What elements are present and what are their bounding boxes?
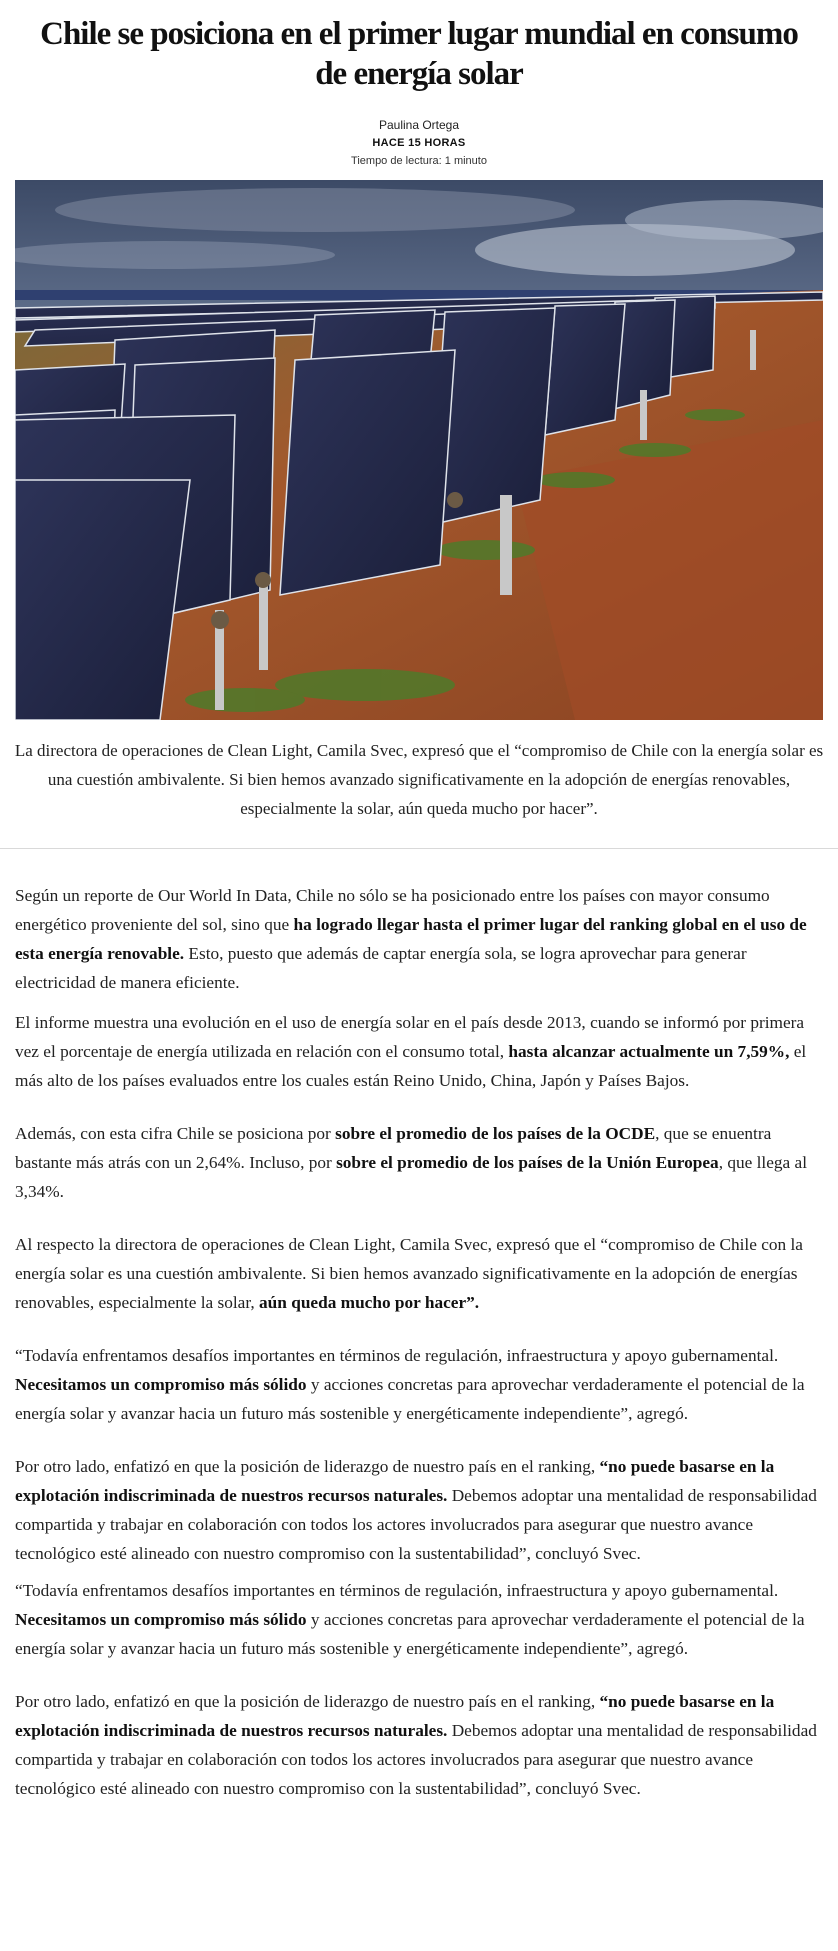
author-name[interactable]: Paulina Ortega (378, 118, 460, 132)
bold-text: Necesitamos un compromiso más sólido (15, 1375, 307, 1394)
body-text: “Todavía enfrentamos desafíos importantes en términos de regulación, infraestructura y apoyo gubernamental. (15, 1346, 779, 1365)
paragraph (15, 1230, 823, 1317)
photo-caption: La directora de operaciones de Clean Light, Camila Svec, expresó que el “compromiso de Chile con la energía solar es una cuestión ambivalente. Si bien hemos avanzado significativamente en la adopción de energías renovables, especialmente la solar, aún queda mucho por hacer”. (14, 741, 824, 818)
bold-text: ha logrado llegar hasta el primer lugar del ranking global en el uso de esta energía renovable. (15, 915, 807, 963)
reading-time: Tiempo de lectura: 1 minuto (351, 155, 487, 167)
paragraph (15, 1341, 823, 1428)
section-divider (0, 848, 838, 849)
body-text: y acciones concretas para aprovechar verdaderamente el potencial de la energía solar y avanzar hacia un futuro más sostenible y energéticamente independiente”, agregó. (15, 1610, 805, 1658)
body-text: Además, con esta cifra Chile se posiciona por (15, 1124, 336, 1143)
headline: Chile se posiciona en el primer lugar mundial en consumo de energía solar (40, 16, 798, 92)
bold-text: aún queda mucho por hacer”. (259, 1293, 480, 1312)
publish-time: HACE 15 HORAS (372, 137, 466, 149)
bold-text: Necesitamos un compromiso más sólido (15, 1610, 307, 1629)
bold-text: sobre el promedio de los países de la OCDE (335, 1124, 656, 1143)
body-text: y acciones concretas para aprovechar verdaderamente el potencial de la energía solar y avanzar hacia un futuro más sostenible y energéticamente independiente”, agregó. (15, 1375, 805, 1423)
body-text: , que llega al 3,34%. (15, 1153, 807, 1201)
bold-text: sobre el promedio de los países de la Unión Europea (336, 1153, 719, 1172)
article-header (0, 0, 838, 170)
bold-text: “no puede basarse en la explotación indiscriminada de nuestros recursos naturales. (15, 1692, 775, 1740)
body-text: El informe muestra una evolución en el uso de energía solar en el país desde 2013, cuando se informó por primera vez el porcentaje de energía utilizada en relación con el consumo total, (15, 1013, 805, 1061)
body-text: Debemos adoptar una mentalidad de responsabilidad compartida y trabajar en colaboración con todos los actores involucrados para asegurar que nuestro avance tecnológico esté alineado con nuestro compromiso con la sustentabilidad”, concluyó Svec. (15, 1721, 817, 1798)
body-text: Según un reporte de Our World In Data, Chile no sólo se ha posicionado entre los países con mayor consumo energético proveniente del sol, sino que (15, 886, 770, 934)
article-body (0, 881, 838, 1803)
paragraph (15, 881, 823, 997)
solar-panels-photo (15, 180, 823, 720)
article-meta (0, 116, 838, 170)
body-text: Esto, puesto que además de captar energía sola, se logra aprovechar para generar electricidad de manera eficiente. (15, 944, 747, 992)
paragraph (15, 1452, 823, 1568)
body-text: , que se enuentra bastante más atrás con un 2,64%. Incluso, por (15, 1124, 772, 1172)
bold-text: “no puede basarse en la explotación indiscriminada de nuestros recursos naturales. (15, 1457, 775, 1505)
body-text: “Todavía enfrentamos desafíos importantes en términos de regulación, infraestructura y apoyo gubernamental. (15, 1581, 779, 1600)
body-text: Al respecto la directora de operaciones de Clean Light, Camila Svec, expresó que el “compromiso de Chile con la energía solar es una cuestión ambivalente. Si bien hemos avanzado significativamente en la adopción de energías renovables, especialmente la solar, (15, 1235, 803, 1312)
body-text: Por otro lado, enfatizó en que la posición de liderazgo de nuestro país en el ranking, (15, 1692, 600, 1711)
bold-text: hasta alcanzar actualmente un 7,59%, (508, 1042, 790, 1061)
paragraph (15, 1008, 823, 1095)
paragraph (15, 1576, 823, 1663)
body-text: Debemos adoptar una mentalidad de responsabilidad compartida y trabajar en colaboración con todos los actores involucrados para asegurar que nuestro avance tecnológico esté alineado con nuestro compromiso con la sustentabilidad”, concluyó Svec. (15, 1486, 817, 1563)
paragraph (15, 1119, 823, 1206)
paragraph (15, 1687, 823, 1803)
body-text: Por otro lado, enfatizó en que la posición de liderazgo de nuestro país en el ranking, (15, 1457, 600, 1476)
body-text: el más alto de los países evaluados entre los cuales están Reino Unido, China, Japón y Países Bajos. (15, 1042, 807, 1090)
